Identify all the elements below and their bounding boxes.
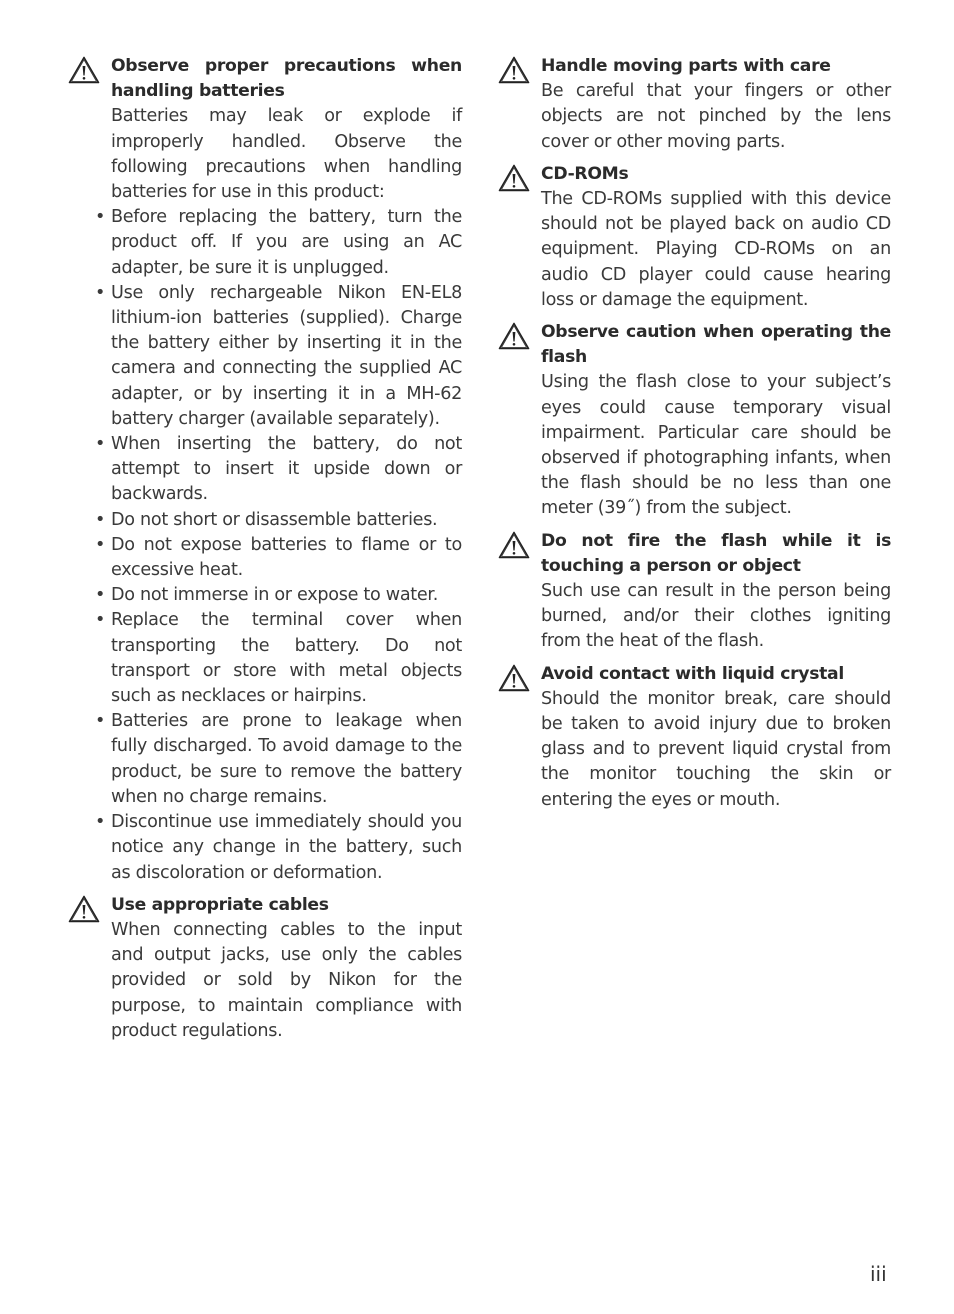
list-item-text: Before replacing the battery, turn the product off. If you are using an AC adapter, be sure it is unplugged. [111,207,462,278]
warning-triangle-icon [498,164,530,192]
cdroms-heading: CD-ROMs [541,163,629,184]
battery-precautions-list [95,205,462,885]
section-appropriate-cables [66,893,462,1044]
bullet-marker: • [95,509,106,530]
warning-triangle-icon [68,56,100,84]
section-moving-parts [496,54,891,155]
bullet-marker: • [95,207,106,228]
section-liquid-crystal [496,662,891,813]
warning-triangle-icon [498,664,530,692]
warning-triangle-icon [498,322,530,350]
liquid-crystal-heading: Avoid contact with liquid crystal [541,663,844,684]
appropriate-cables-body: When connecting cables to the input and output jacks, use only the cables provided or sold by Nikon for the purpose, to maintain compliance with product regulations. [111,919,462,1041]
flash-caution-heading: Observe caution when operating the flash [541,322,891,368]
bullet-marker: • [95,610,106,631]
right-column [496,54,891,820]
liquid-crystal-body: Should the monitor break, care should be taken to avoid injury due to broken glass and to prevent liquid crystal from the monitor touching the skin or entering the eyes or mouth. [541,688,891,810]
list-item [95,205,462,281]
warning-triangle-icon [68,895,100,923]
list-item [95,583,462,608]
list-item-text: Discontinue use immediately should you notice any change in the battery, such as discoloration or deformation. [111,812,462,883]
bullet-marker: • [95,434,106,455]
section-flash-touching [496,529,891,655]
section-battery-precautions [66,54,462,886]
bullet-marker: • [95,585,106,606]
bullet-marker: • [95,711,106,732]
list-item [95,810,462,886]
section-flash-caution [496,320,891,522]
list-item [95,281,462,432]
battery-precautions-intro: Batteries may leak or explode if improperly handled. Observe the following precautions when handling batteries for use in this product: [111,106,462,203]
flash-touching-body: Such use can result in the person being burned, and/or their clothes igniting from the heat of the flash. [541,581,891,652]
bullet-marker: • [95,534,106,555]
flash-touching-heading: Do not fire the flash while it is touching a person or object [541,530,891,576]
list-item-text: Do not expose batteries to flame or to excessive heat. [111,534,462,581]
list-item [95,533,462,583]
left-column [66,54,462,1051]
list-item-text: Do not immerse in or expose to water. [111,585,439,606]
list-item [95,608,462,709]
list-item [95,432,462,508]
list-item-text: Use only rechargeable Nikon EN-EL8 lithium-ion batteries (supplied). Charge the battery either by inserting it in the camera and connecting the supplied AC adapter, or by inserting it in a MH-62 battery charger (available separately). [111,282,462,429]
flash-caution-body: Using the flash close to your subject’s eyes could cause temporary visual impairment. Particular care should be observed if photographing infants, when the flash should be no less than one meter (39˝) from the subject. [541,372,891,519]
bullet-marker: • [95,282,106,303]
list-item-text: Replace the terminal cover when transporting the battery. Do not transport or store with metal objects such as necklaces or hairpins. [111,610,462,707]
list-item-text: When inserting the battery, do not attempt to insert it upside down or backwards. [111,434,462,505]
appropriate-cables-heading: Use appropriate cables [111,894,329,915]
battery-precautions-heading: Observe proper precautions when handling batteries [111,56,462,102]
bullet-marker: • [95,812,106,833]
list-item-text: Batteries are prone to leakage when fully discharged. To avoid damage to the product, be sure to remove the battery when no charge remains. [111,711,462,807]
section-cdroms [496,162,891,313]
cdroms-body: The CD-ROMs supplied with this device should not be played back on audio CD equipment. Playing CD-ROMs on an audio CD player could cause hearing loss or damage the equipment. [541,189,891,310]
list-item [95,508,462,533]
warning-triangle-icon [498,531,530,559]
list-item [95,709,462,810]
warning-triangle-icon [498,56,530,84]
list-item-text: Do not short or disassemble batteries. [111,509,438,530]
moving-parts-heading: Handle moving parts with care [541,56,831,76]
page-number: iii [870,1262,887,1286]
moving-parts-body: Be careful that your fingers or other objects are not pinched by the lens cover or other moving parts. [541,81,891,152]
